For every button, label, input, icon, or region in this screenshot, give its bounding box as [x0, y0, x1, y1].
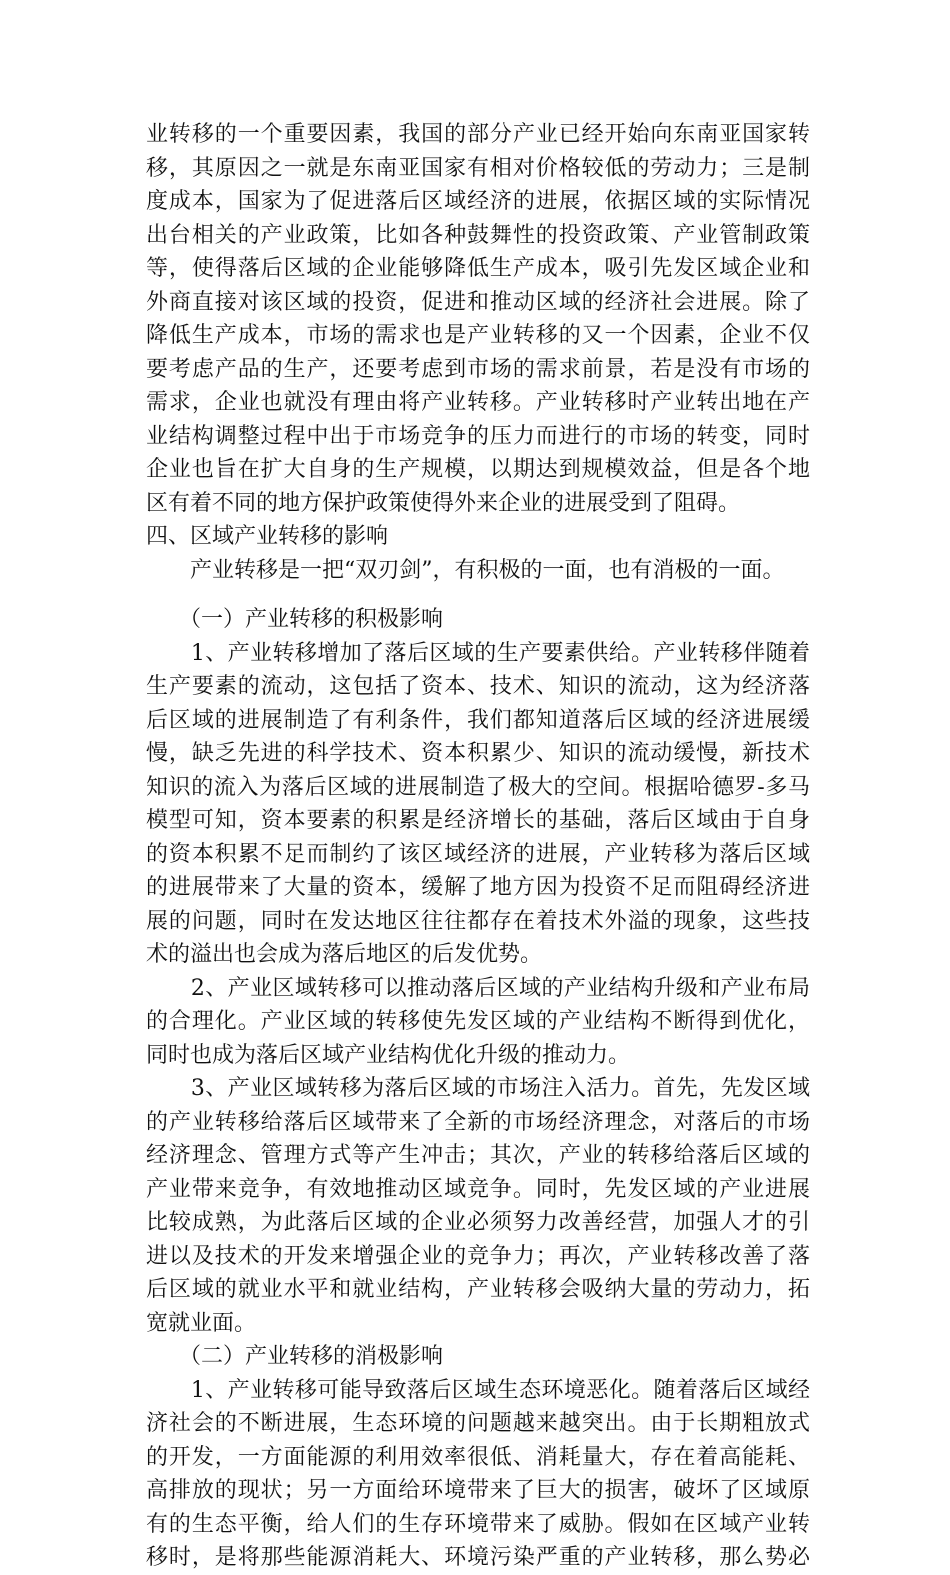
text-line: 度成本，国家为了促进落后区域经济的进展，依据区域的实际情况	[146, 189, 810, 214]
text-line: 业结构调整过程中出于市场竞争的压力而进行的市场的转变，同时	[146, 423, 810, 449]
text-line: 出台相关的产业政策，比如各种鼓舞性的投资政策、产业管制政策	[146, 222, 810, 248]
text-line: 展的问题，同时在发达地区往往都存在着技术外溢的现象，这些技	[146, 908, 810, 934]
text-line: 的产业转移给落后区域带来了全新的市场经济理念，对落后的市场	[146, 1109, 810, 1135]
text-line: 知识的流入为落后区域的进展制造了极大的空间。根据哈德罗-多马	[146, 774, 810, 800]
text-line: 移，其原因之一就是东南亚国家有相对价格较低的劳动力；三是制	[146, 155, 810, 181]
text-line: 企业也旨在扩大自身的生产规模，以期达到规模效益，但是各个地	[146, 457, 810, 482]
text-line: 需求，企业也就没有理由将产业转移。产业转移时产业转出地在产	[146, 390, 810, 415]
text-line: 1、产业转移可能导致落后区域生态环境恶化。随着落后区域经	[146, 1377, 810, 1403]
text-line: 后区域的进展制造了有利条件，我们都知道落后区域的经济进展缓	[146, 707, 810, 733]
paragraph-gap	[146, 587, 810, 603]
text-line: 慢，缺乏先进的科学技术、资本积累少、知识的流动缓慢，新技术	[146, 741, 810, 766]
text-line: 生产要素的流动，这包括了资本、技术、知识的流动，这为经济落	[146, 674, 810, 699]
text-line: 济社会的不断进展，生态环境的问题越来越突出。由于长期粗放式	[146, 1411, 810, 1436]
text-line: 术的溢出也会成为落后地区的后发优势。	[146, 942, 543, 967]
text-line: 的合理化。产业区域的转移使先发区域的产业结构不断得到优化，	[146, 1009, 810, 1034]
text-line: 业转移的一个重要因素，我国的部分产业已经开始向东南亚国家转	[146, 122, 810, 147]
text-line: 的开发，一方面能源的利用效率很低、消耗量大，存在着高能耗、	[146, 1444, 810, 1470]
text-line: 后区域的就业水平和就业结构，产业转移会吸纳大量的劳动力，拓	[146, 1277, 810, 1302]
document-page	[146, 118, 810, 1575]
text-line: 模型可知，资本要素的积累是经济增长的基础，落后区域由于自身	[146, 808, 810, 833]
text-line: 同时也成为落后区域产业结构优化升级的推动力。	[146, 1042, 631, 1068]
text-line: 移时，是将那些能源消耗大、环境污染严重的产业转移，那么势必	[146, 1545, 810, 1570]
text-line: 进以及技术的开发来增强企业的竞争力；再次，产业转移改善了落	[146, 1243, 810, 1269]
text-line: 有的生态平衡，给人们的生存环境带来了威胁。假如在区域产业转	[146, 1511, 810, 1537]
text-line: 降低生产成本，市场的需求也是产业转移的又一个因素，企业不仅	[146, 323, 810, 348]
text-line: 等，使得落后区域的企业能够降低生产成本，吸引先发区域企业和	[146, 256, 810, 281]
text-line: 的进展带来了大量的资本，缓解了地方因为投资不足而阻碍经济进	[146, 875, 810, 900]
section-heading: 四、区域产业转移的影响	[146, 524, 389, 549]
text-line: 宽就业面。	[146, 1310, 257, 1336]
text-line: 3、产业区域转移为落后区域的市场注入活力。首先，先发区域	[146, 1076, 810, 1101]
subsection-heading: （二）产业转移的消极影响	[146, 1344, 444, 1369]
text-line: 的资本积累不足而制约了该区域经济的进展，产业转移为落后区域	[146, 841, 810, 867]
text-line: 外商直接对该区域的投资，促进和推动区域的经济社会进展。除了	[146, 289, 810, 315]
text-line: 产业转移是一把“双刃剑”，有积极的一面，也有消极的一面。	[146, 557, 785, 583]
text-line: 1、产业转移增加了落后区域的生产要素供给。产业转移伴随着	[146, 640, 810, 666]
subsection-heading: （一）产业转移的积极影响	[146, 607, 444, 632]
text-line: 比较成熟，为此落后区域的企业必须努力改善经营，加强人才的引	[146, 1210, 810, 1235]
text-line: 要考虑产品的生产，还要考虑到市场的需求前景，若是没有市场的	[146, 356, 810, 382]
text-line: 2、产业区域转移可以推动落后区域的产业结构升级和产业布局	[146, 975, 810, 1001]
text-line: 经济理念、管理方式等产生冲击；其次，产业的转移给落后区域的	[146, 1143, 810, 1168]
text-line: 产业带来竞争，有效地推动区域竞争。同时，先发区域的产业进展	[146, 1176, 810, 1202]
text-line: 区有着不同的地方保护政策使得外来企业的进展受到了阻碍。	[146, 490, 741, 516]
text-line: 高排放的现状；另一方面给环境带来了巨大的损害，破坏了区域原	[146, 1478, 810, 1503]
